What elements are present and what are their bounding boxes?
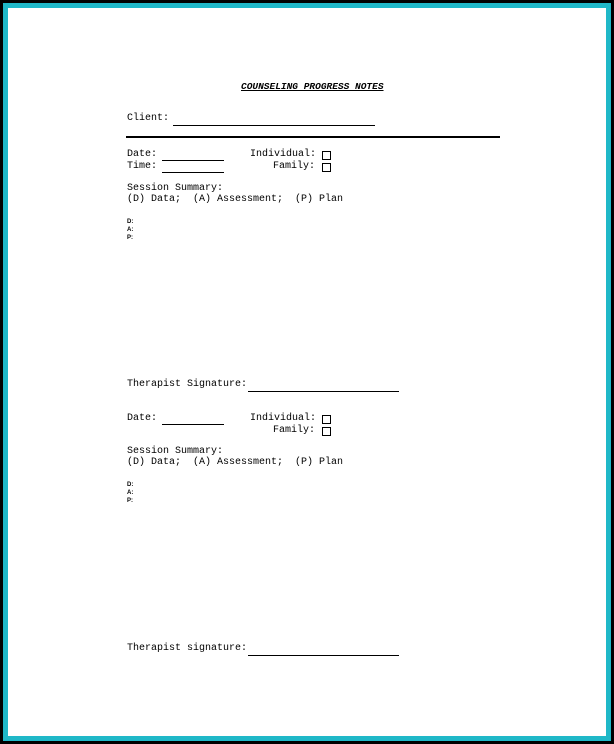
session2-dap-legend: (D) Data; (A) Assessment; (P) Plan <box>127 457 344 468</box>
client-field[interactable] <box>173 125 375 126</box>
session2-summary-label: Session Summary: <box>127 446 224 457</box>
session1-family-checkbox[interactable] <box>322 163 331 172</box>
section-divider <box>126 136 500 138</box>
session1-date-field[interactable] <box>162 160 224 161</box>
session1-signature-field[interactable] <box>248 391 399 392</box>
session1-individual-checkbox[interactable] <box>322 151 331 160</box>
session2-p-label: P: <box>127 498 133 504</box>
session1-a-label: A: <box>127 227 134 233</box>
session1-individual-label: Individual: <box>250 149 317 160</box>
session1-dap-legend: (D) Data; (A) Assessment; (P) Plan <box>127 194 344 205</box>
client-label: Client: <box>127 113 170 124</box>
session2-signature-field[interactable] <box>248 655 399 656</box>
document-page <box>8 8 606 736</box>
document-title: COUNSELING PROGRESS NOTES <box>241 81 384 92</box>
session2-signature-label: Therapist signature: <box>127 643 248 654</box>
session1-signature-label: Therapist Signature: <box>127 379 248 390</box>
session1-d-label: D: <box>127 219 134 225</box>
session2-a-label: A: <box>127 490 134 496</box>
session2-date-label: Date: <box>127 413 158 424</box>
session1-family-label: Family: <box>273 161 316 172</box>
session1-date-label: Date: <box>127 149 158 160</box>
session1-summary-label: Session Summary: <box>127 183 224 194</box>
session2-d-label: D: <box>127 482 134 488</box>
session2-individual-label: Individual: <box>250 413 317 424</box>
session2-family-label: Family: <box>273 425 316 436</box>
session1-time-field[interactable] <box>162 172 224 173</box>
session1-p-label: P: <box>127 235 133 241</box>
session2-individual-checkbox[interactable] <box>322 415 331 424</box>
session1-time-label: Time: <box>127 161 158 172</box>
session2-family-checkbox[interactable] <box>322 427 331 436</box>
session2-date-field[interactable] <box>162 424 224 425</box>
